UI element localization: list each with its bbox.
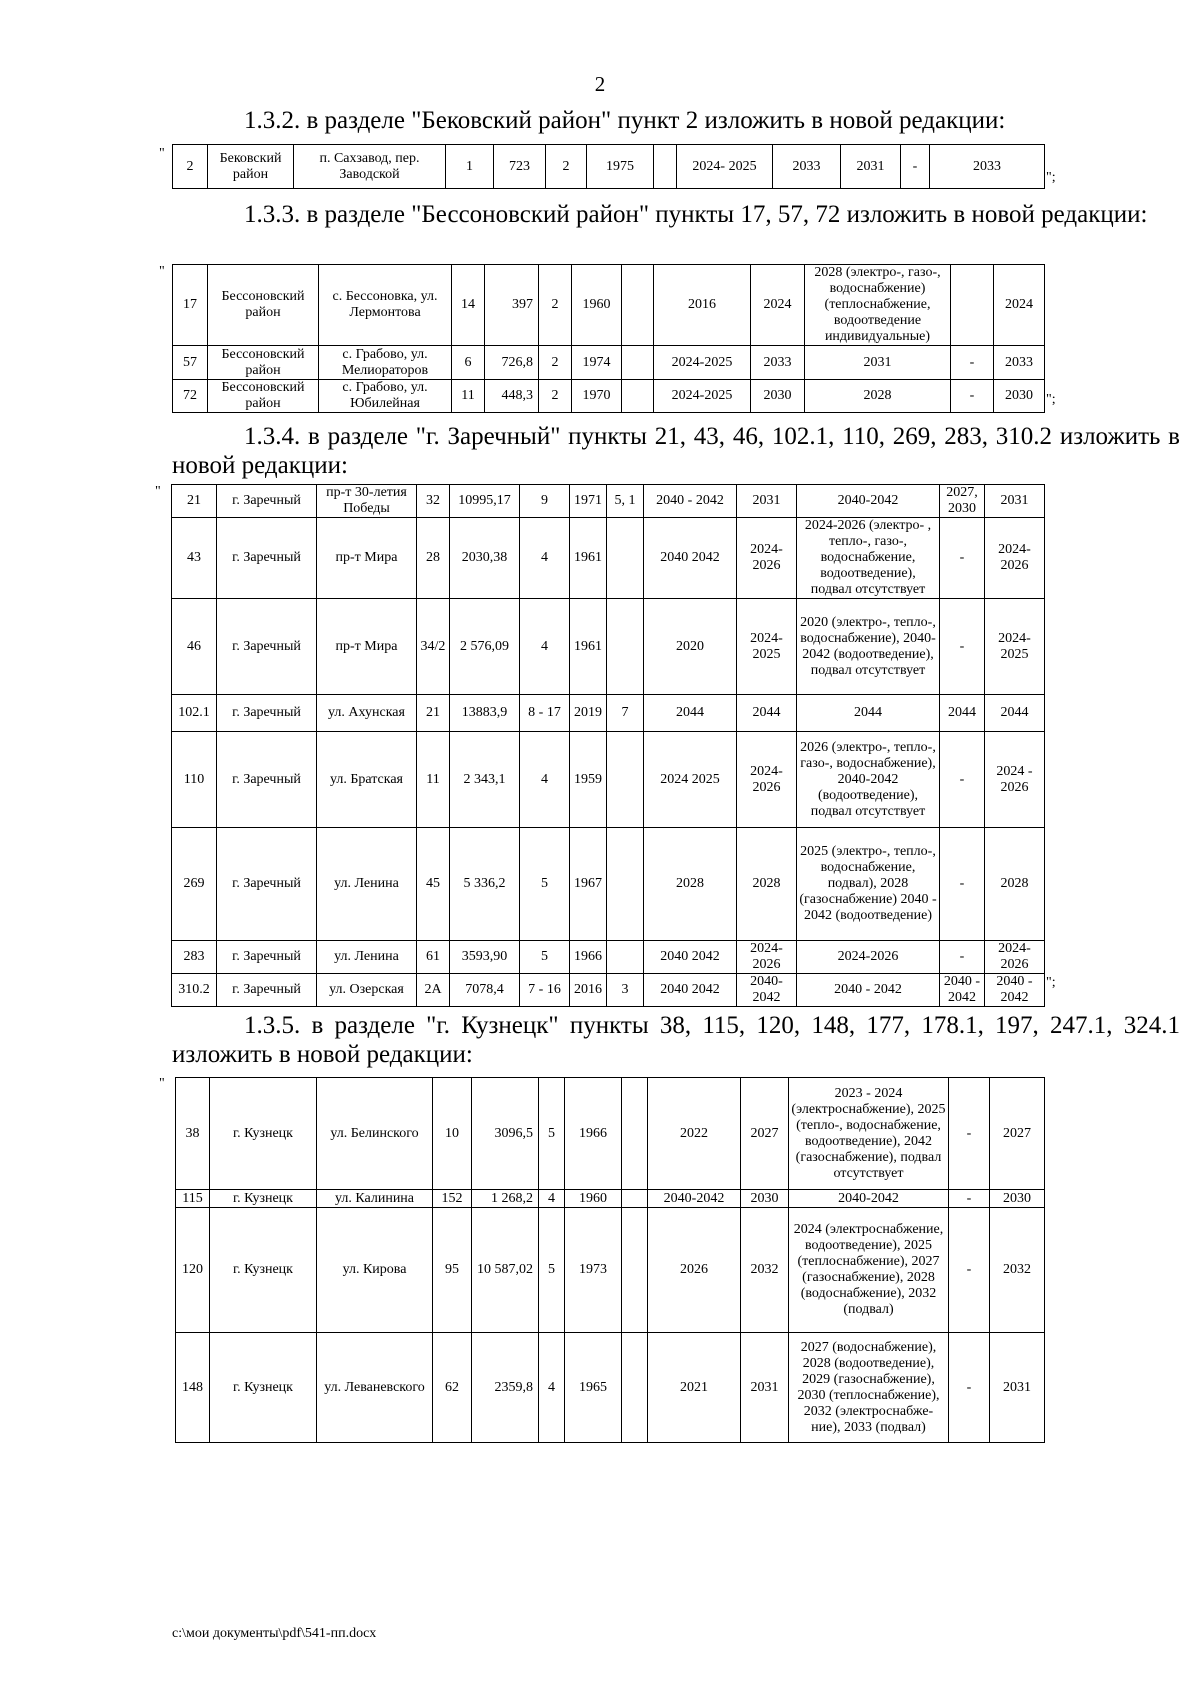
table-cell: 1975 (587, 145, 654, 189)
table-cell: 2040-2042 (797, 485, 940, 518)
table-cell: 2024-2026 (797, 941, 940, 974)
table-cell: г. Заречный (217, 732, 317, 828)
table-cell: 2024- 2026 (737, 518, 797, 599)
table-cell: г. Заречный (217, 941, 317, 974)
table-cell: г. Заречный (217, 695, 317, 732)
table-cell: с. Грабово, ул. Мелиораторов (319, 346, 452, 380)
table-cell: 57 (173, 346, 208, 380)
table-cell: 2032 (990, 1208, 1045, 1333)
table-cell: 2024- 2025 (985, 599, 1045, 695)
table-cell: 1961 (570, 518, 607, 599)
table-row (172, 941, 1045, 974)
table-cell: 2027, 2030 (940, 485, 985, 518)
table-cell: ул. Белинского (317, 1078, 433, 1190)
table-cell: ул. Братская (317, 732, 417, 828)
quote-close: "; (1046, 392, 1056, 407)
table-cell: 2024-2025 (654, 346, 751, 380)
table-cell: 8 - 17 (520, 695, 570, 732)
table-cell: 72 (173, 380, 208, 413)
table-cell: 28 (417, 518, 450, 599)
table-cell: 2026 (электро-, тепло-, газо-, водоснабжение), 2040-2042 (водоотведение), подвал отсутствует (797, 732, 940, 828)
table-cell: 2024 2025 (644, 732, 737, 828)
table-cell: 2020 (электро-, тепло-, водоснабжение), 2040-2042 (водоотведение), подвал отсутствует (797, 599, 940, 695)
table-cell: 2028 (644, 828, 737, 941)
table-cell: 2016 (570, 974, 607, 1007)
table-cell: 723 (494, 145, 546, 189)
table-row (172, 974, 1045, 1007)
table-row (176, 1190, 1045, 1208)
table-cell: 2027 (водоснабжение), 2028 (водоотведение), 2029 (газоснабжение), 2030 (теплоснабжение), 2032 (электроснабже- ние), 2033 (подвал) (789, 1333, 949, 1443)
table-cell: г. Кузнецк (210, 1190, 317, 1208)
table-row (176, 1208, 1045, 1333)
table-cell: 2027 (990, 1078, 1045, 1190)
table-cell: - (949, 1078, 990, 1190)
table-cell: 10 587,02 (472, 1208, 539, 1333)
table-cell: 1966 (570, 941, 607, 974)
table-cell: 2024 (751, 265, 805, 346)
table-row (176, 1078, 1045, 1190)
table-cell: с. Бессоновка, ул. Лермонтова (319, 265, 452, 346)
table-cell: 5, 1 (607, 485, 644, 518)
table-cell: 2040 - 2042 (644, 485, 737, 518)
table-cell: 3 (607, 974, 644, 1007)
table-cell: 2030 (741, 1190, 789, 1208)
table-cell: 4 (520, 518, 570, 599)
table-cell: 2021 (648, 1333, 741, 1443)
table-cell: 2024- 2026 (737, 941, 797, 974)
table-cell: 2020 (644, 599, 737, 695)
table-cell: 2030 (990, 1190, 1045, 1208)
table-cell: 4 (520, 732, 570, 828)
table-cell: 2030 (994, 380, 1045, 413)
table-cell: 2040 - 2042 (797, 974, 940, 1007)
table-cell: 2031 (985, 485, 1045, 518)
table-cell: 2022 (648, 1078, 741, 1190)
table-row (172, 732, 1045, 828)
table-cell: 11 (417, 732, 450, 828)
table-cell: 2016 (654, 265, 751, 346)
table-row (176, 1333, 1045, 1443)
table-cell: 1 268,2 (472, 1190, 539, 1208)
section-heading-1-3-5: 1.3.5. в разделе "г. Кузнецк" пункты 38, 115, 120, 148, 177, 178.1, 197, 247.1, 324.1 изложить в новой редакции: (172, 1012, 1180, 1068)
table-row (172, 828, 1045, 941)
table-cell: 2 (539, 265, 572, 346)
table-cell: 2032 (741, 1208, 789, 1333)
table-cell: 5 (520, 941, 570, 974)
table-cell: 7 (607, 695, 644, 732)
table-cell: 1966 (565, 1078, 622, 1190)
table-cell: Бессоновский район (208, 265, 319, 346)
table-cell: 2024-2026 (электро- , тепло-, газо-, водоснабжение, водоотведение), подвал отсутствует (797, 518, 940, 599)
table-cell: 2033 (773, 145, 841, 189)
table-cell: 2040-2042 (648, 1190, 741, 1208)
table-cell: 17 (173, 265, 208, 346)
table-cell (622, 1208, 648, 1333)
table-cell: Бековский район (208, 145, 294, 189)
table-cell: 38 (176, 1078, 210, 1190)
table-cell: 2044 (797, 695, 940, 732)
table-cell: г. Заречный (217, 518, 317, 599)
table-cell: 2031 (990, 1333, 1045, 1443)
section-heading-1-3-4: 1.3.4. в разделе "г. Заречный" пункты 21, 43, 46, 102.1, 110, 269, 283, 310.2 изложить в новой редакции: (172, 423, 1180, 479)
table-cell: 448,3 (485, 380, 539, 413)
table-cell: 120 (176, 1208, 210, 1333)
table-cell: 2028 (737, 828, 797, 941)
table-cell: 1970 (572, 380, 622, 413)
table-cell: 2024 (электроснабжение, водоотведение), 2025 (теплоснабжение), 2027 (газоснабжение), 2028 (водоснабжение), 2032 (подвал) (789, 1208, 949, 1333)
table-cell: 4 (539, 1333, 565, 1443)
quote-open: " (159, 264, 165, 279)
table-cell: Бессоновский район (208, 380, 319, 413)
table-cell: 2024- 2026 (985, 941, 1045, 974)
table-cell: 13883,9 (450, 695, 520, 732)
table-cell: 2359,8 (472, 1333, 539, 1443)
table-cell: 34/2 (417, 599, 450, 695)
table-cell: 1959 (570, 732, 607, 828)
section-heading-1-3-2: 1.3.2. в разделе "Бековский район" пункт 2 изложить в новой редакции: (244, 107, 1006, 134)
table-cell: 2024-2025 (654, 380, 751, 413)
table-cell: 95 (433, 1208, 472, 1333)
table-zarechny (171, 484, 1045, 1007)
table-cell (951, 265, 994, 346)
table-cell: ул. Ленина (317, 941, 417, 974)
table-cell: ул. Ахунская (317, 695, 417, 732)
table-cell: 1971 (570, 485, 607, 518)
table-cell: - (901, 145, 930, 189)
table-row (173, 380, 1045, 413)
table-cell: 5 336,2 (450, 828, 520, 941)
table-cell: ул. Кирова (317, 1208, 433, 1333)
table-cell: 269 (172, 828, 217, 941)
table-cell: - (940, 828, 985, 941)
table-cell: - (940, 941, 985, 974)
table-cell: 21 (417, 695, 450, 732)
table-cell: 2024 (994, 265, 1045, 346)
page-number: 2 (594, 72, 606, 96)
table-cell (607, 732, 644, 828)
table-row (173, 145, 1045, 189)
table-cell: 148 (176, 1333, 210, 1443)
table-cell: пр-т Мира (317, 599, 417, 695)
table-cell: 283 (172, 941, 217, 974)
table-cell: ул. Ленина (317, 828, 417, 941)
table-cell: 21 (172, 485, 217, 518)
table-cell: пр-т 30-летия Победы (317, 485, 417, 518)
table-cell: г. Заречный (217, 828, 317, 941)
table-cell: 102.1 (172, 695, 217, 732)
table-cell: 1 (446, 145, 494, 189)
table-cell: 2023 - 2024 (электроснабжение), 2025 (тепло-, водоснабжение, водоотведение), 2042 (газоснабжение), подвал отсутствует (789, 1078, 949, 1190)
table-cell: 2 (173, 145, 208, 189)
table-cell: 5 (539, 1078, 565, 1190)
table-cell: 61 (417, 941, 450, 974)
table-cell: 32 (417, 485, 450, 518)
table-cell: 2025 (электро-, тепло-, водоснабжение, подвал), 2028 (газоснабжение) 2040 - 2042 (водоотведение) (797, 828, 940, 941)
quote-open: " (159, 146, 165, 161)
table-cell (622, 265, 654, 346)
table-cell: 1973 (565, 1208, 622, 1333)
footer-file-path: c:\мои документы\pdf\541-пп.docx (172, 1626, 377, 1641)
table-cell (622, 1078, 648, 1190)
table-cell: 5 (520, 828, 570, 941)
table-cell (622, 346, 654, 380)
table-cell: 1974 (572, 346, 622, 380)
table-cell: г. Заречный (217, 599, 317, 695)
table-cell: 10 (433, 1078, 472, 1190)
table-cell: ул. Калинина (317, 1190, 433, 1208)
table-cell: 2044 (737, 695, 797, 732)
table-cell: 46 (172, 599, 217, 695)
table-cell (622, 380, 654, 413)
table-bekovsky (172, 144, 1045, 189)
table-cell: 2026 (648, 1208, 741, 1333)
table-cell: - (949, 1333, 990, 1443)
table-cell: ул. Леваневского (317, 1333, 433, 1443)
table-row (172, 695, 1045, 732)
table-cell: 1967 (570, 828, 607, 941)
table-cell: 2030 (751, 380, 805, 413)
table-cell: 2040 2042 (644, 518, 737, 599)
table-cell: 2030,38 (450, 518, 520, 599)
table-cell: 43 (172, 518, 217, 599)
table-cell: 3593,90 (450, 941, 520, 974)
table-row (172, 485, 1045, 518)
table-cell: 62 (433, 1333, 472, 1443)
table-cell: 2024 - 2026 (985, 732, 1045, 828)
table-cell: - (940, 599, 985, 695)
table-cell: 2031 (805, 346, 951, 380)
table-cell: 7078,4 (450, 974, 520, 1007)
table-cell: Бессоновский район (208, 346, 319, 380)
table-cell (622, 1190, 648, 1208)
table-cell: 2033 (930, 145, 1045, 189)
quote-close: "; (1046, 170, 1056, 185)
table-row (172, 518, 1045, 599)
table-cell: 2024- 2025 (677, 145, 773, 189)
table-cell: 2040-2042 (789, 1190, 949, 1208)
section-heading-1-3-3: 1.3.3. в разделе "Бессоновский район" пункты 17, 57, 72 изложить в новой редакции: (244, 201, 1148, 228)
table-cell: 152 (433, 1190, 472, 1208)
table-cell (654, 145, 677, 189)
table-cell: 2040 - 2042 (985, 974, 1045, 1007)
table-row (172, 599, 1045, 695)
table-cell: 2019 (570, 695, 607, 732)
table-cell: 2040- 2042 (737, 974, 797, 1007)
table-cell: 5 (539, 1208, 565, 1333)
table-cell: 2 (539, 380, 572, 413)
table-cell: 2040 2042 (644, 941, 737, 974)
table-cell (607, 518, 644, 599)
table-cell: г. Кузнецк (210, 1333, 317, 1443)
table-cell: - (940, 732, 985, 828)
table-cell: 1961 (570, 599, 607, 695)
table-cell: 2044 (644, 695, 737, 732)
table-cell (607, 828, 644, 941)
table-cell: 9 (520, 485, 570, 518)
table-cell: 14 (452, 265, 485, 346)
table-cell (607, 599, 644, 695)
table-cell: г. Кузнецк (210, 1078, 317, 1190)
table-cell: 310.2 (172, 974, 217, 1007)
table-cell: ул. Озерская (317, 974, 417, 1007)
table-cell: 115 (176, 1190, 210, 1208)
table-cell: 2040 2042 (644, 974, 737, 1007)
table-cell: 2031 (841, 145, 901, 189)
table-cell: 2040 - 2042 (940, 974, 985, 1007)
table-cell: 2031 (741, 1333, 789, 1443)
table-cell: 3096,5 (472, 1078, 539, 1190)
table-cell: 726,8 (485, 346, 539, 380)
table-cell: - (949, 1190, 990, 1208)
table-cell: 11 (452, 380, 485, 413)
table-bessonovsky (172, 264, 1045, 413)
table-cell: 1960 (572, 265, 622, 346)
table-row (173, 265, 1045, 346)
table-cell: 2024- 2026 (737, 732, 797, 828)
table-cell (622, 1333, 648, 1443)
quote-open: " (159, 1076, 165, 1091)
table-cell: 2044 (985, 695, 1045, 732)
table-cell: - (951, 380, 994, 413)
table-cell: г. Заречный (217, 974, 317, 1007)
table-cell: 2031 (737, 485, 797, 518)
table-cell: 2028 (985, 828, 1045, 941)
table-cell: п. Сахзавод, пер. Заводской (294, 145, 446, 189)
quote-open: " (155, 484, 161, 499)
table-cell: 2 (539, 346, 572, 380)
table-cell: 4 (520, 599, 570, 695)
table-cell: 2044 (940, 695, 985, 732)
table-cell: пр-т Мира (317, 518, 417, 599)
table-cell: 2 343,1 (450, 732, 520, 828)
table-cell: 2033 (751, 346, 805, 380)
table-cell: - (949, 1208, 990, 1333)
quote-close: "; (1046, 975, 1056, 990)
table-cell: 2027 (741, 1078, 789, 1190)
table-cell: 2 (546, 145, 587, 189)
table-cell: 110 (172, 732, 217, 828)
table-cell: 6 (452, 346, 485, 380)
table-cell: г. Заречный (217, 485, 317, 518)
table-cell: 7 - 16 (520, 974, 570, 1007)
table-cell: - (940, 518, 985, 599)
table-cell: 2033 (994, 346, 1045, 380)
table-cell: 2028 (805, 380, 951, 413)
table-cell: с. Грабово, ул. Юбилейная (319, 380, 452, 413)
table-cell: 2А (417, 974, 450, 1007)
table-cell: 397 (485, 265, 539, 346)
table-kuznetsk (175, 1077, 1045, 1443)
table-cell: 1965 (565, 1333, 622, 1443)
table-cell: - (951, 346, 994, 380)
table-cell: 2028 (электро-, газо-, водоснабжение) (теплоснабжение, водоотведение индивидуальные) (805, 265, 951, 346)
table-cell (607, 941, 644, 974)
table-cell: 4 (539, 1190, 565, 1208)
table-cell: г. Кузнецк (210, 1208, 317, 1333)
table-row (173, 346, 1045, 380)
table-cell: 45 (417, 828, 450, 941)
table-cell: 10995,17 (450, 485, 520, 518)
table-cell: 1960 (565, 1190, 622, 1208)
table-cell: 2 576,09 (450, 599, 520, 695)
table-cell: 2024- 2026 (985, 518, 1045, 599)
table-cell: 2024- 2025 (737, 599, 797, 695)
